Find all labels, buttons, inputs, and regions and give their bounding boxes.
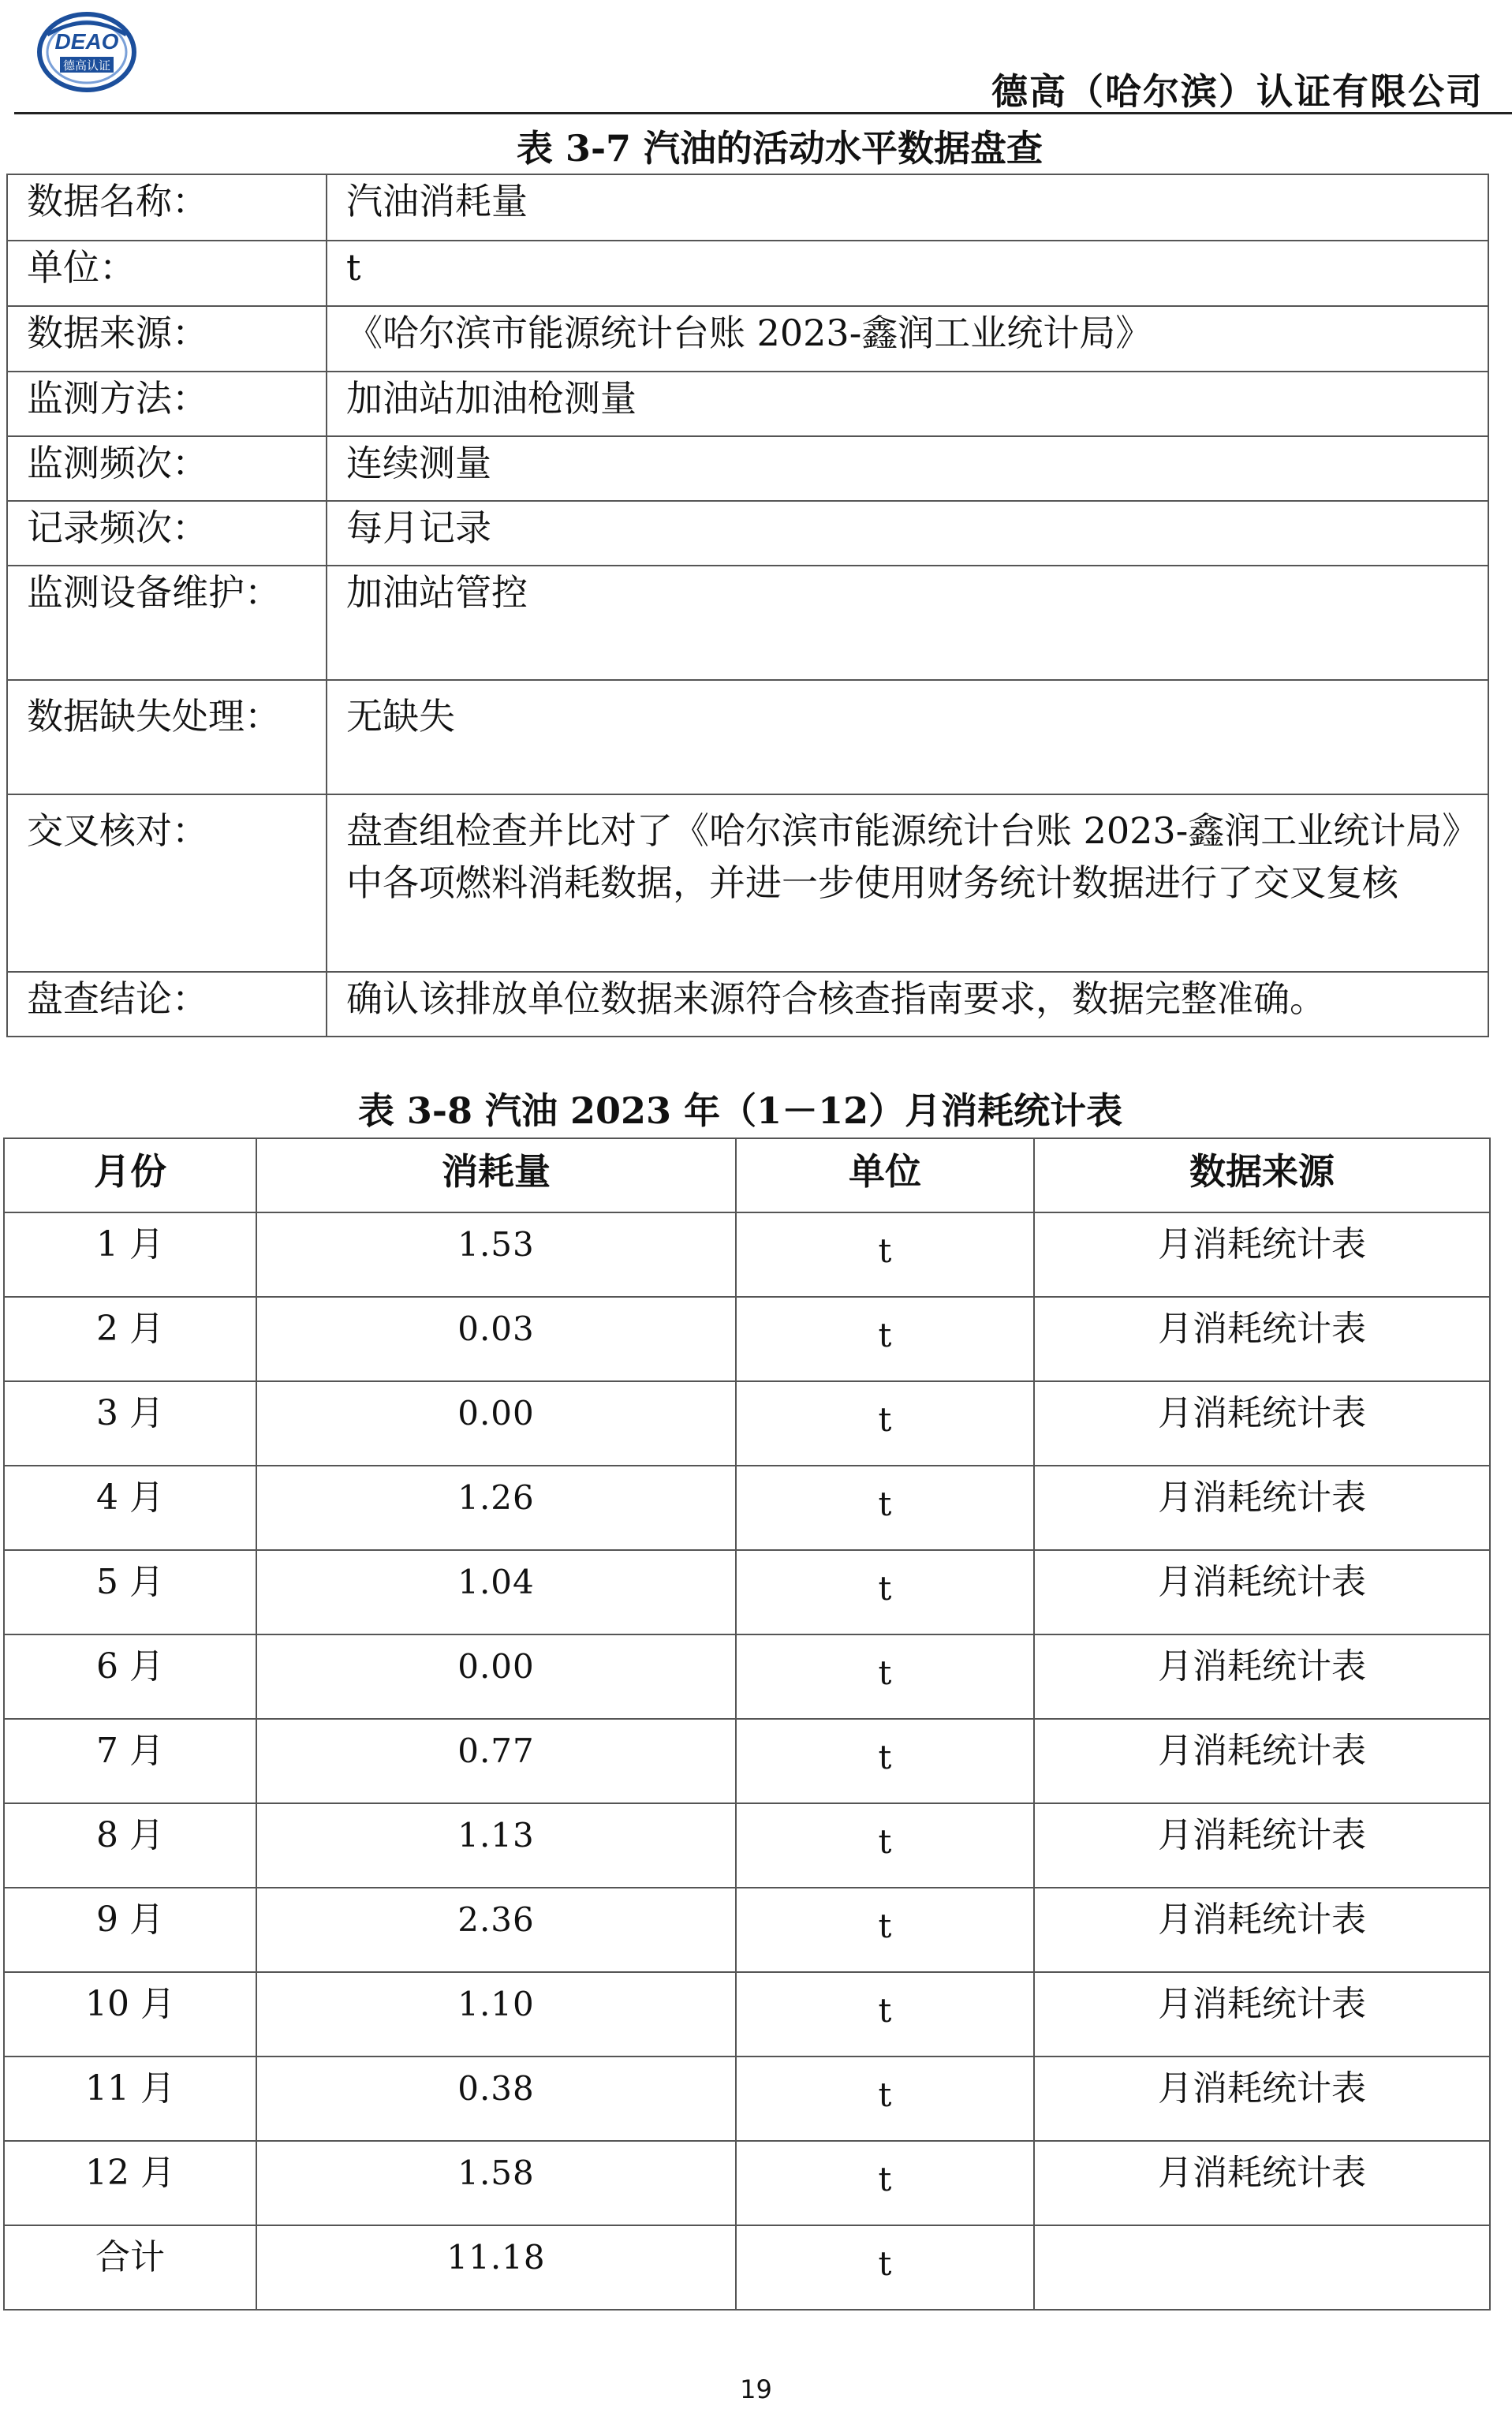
row-key: 数据名称： [7, 174, 327, 241]
header-data-source: 数据来源 [1034, 1138, 1490, 1212]
table-row [4, 1719, 1490, 1803]
cell-source: 月消耗统计表 [1034, 1888, 1490, 1972]
cell-unit: t [736, 1888, 1034, 1972]
row-key: 交叉核对： [7, 794, 327, 972]
table-row [7, 372, 1488, 436]
cell-unit: t [736, 1466, 1034, 1550]
cell-month: 11 月 [4, 2057, 256, 2141]
header-consumption: 消耗量 [256, 1138, 736, 1212]
company-logo [36, 11, 137, 93]
cell-source: 月消耗统计表 [1034, 1719, 1490, 1803]
cell-consumption: 1.58 [256, 2141, 736, 2225]
cell-month: 10 月 [4, 1972, 256, 2057]
cell-source: 月消耗统计表 [1034, 1972, 1490, 2057]
table-row [4, 2225, 1490, 2310]
cell-source: 月消耗统计表 [1034, 1550, 1490, 1634]
cell-unit: t [736, 1803, 1034, 1888]
table-row [7, 174, 1488, 241]
cell-source: 月消耗统计表 [1034, 2141, 1490, 2225]
cell-month: 12 月 [4, 2141, 256, 2225]
cell-unit: t [736, 1381, 1034, 1466]
table-row [4, 1888, 1490, 1972]
cell-consumption: 1.04 [256, 1550, 736, 1634]
row-value: 连续测量 [327, 436, 1488, 501]
table-row [4, 1466, 1490, 1550]
row-value: 无缺失 [327, 680, 1488, 794]
table-3-7-caption: 表 3-7 汽油的活动水平数据盘查 [516, 127, 1043, 170]
table-row [7, 972, 1488, 1037]
cell-unit: t [736, 2057, 1034, 2141]
cell-unit: t [736, 2225, 1034, 2310]
table-row [4, 2141, 1490, 2225]
cell-month: 7 月 [4, 1719, 256, 1803]
svg-text:德高认证: 德高认证 [62, 58, 111, 73]
table-row [4, 1972, 1490, 2057]
cell-unit: t [736, 1212, 1034, 1297]
row-value: 加油站加油枪测量 [327, 372, 1488, 436]
cell-source [1034, 2225, 1490, 2310]
cell-consumption: 1.53 [256, 1212, 736, 1297]
table-row [4, 1212, 1490, 1297]
cell-unit: t [736, 1719, 1034, 1803]
table-row [4, 1803, 1490, 1888]
svg-text:DEAO: DEAO [54, 29, 119, 54]
table-row [7, 436, 1488, 501]
table-row [7, 794, 1488, 972]
cell-month: 1 月 [4, 1212, 256, 1297]
cell-consumption: 0.38 [256, 2057, 736, 2141]
table-row [7, 680, 1488, 794]
row-key: 数据缺失处理： [7, 680, 327, 794]
row-value: 加油站管控 [327, 566, 1488, 680]
header-month: 月份 [4, 1138, 256, 1212]
row-key: 盘查结论： [7, 972, 327, 1037]
row-value: 汽油消耗量 [327, 174, 1488, 241]
table-row [4, 1634, 1490, 1719]
row-value: 每月记录 [327, 501, 1488, 566]
cell-unit: t [736, 1550, 1034, 1634]
gasoline-monthly-consumption-table [3, 1138, 1491, 2311]
cell-month: 5 月 [4, 1550, 256, 1634]
table-row [7, 241, 1488, 306]
row-key: 数据来源： [7, 306, 327, 372]
table-row [4, 2057, 1490, 2141]
table-row [4, 1550, 1490, 1634]
cell-consumption: 0.03 [256, 1297, 736, 1381]
cell-consumption: 1.10 [256, 1972, 736, 2057]
cell-month: 6 月 [4, 1634, 256, 1719]
header-unit: 单位 [736, 1138, 1034, 1212]
row-key: 监测方法： [7, 372, 327, 436]
page-number: 19 [740, 2374, 772, 2404]
cell-source: 月消耗统计表 [1034, 2057, 1490, 2141]
cell-consumption: 0.00 [256, 1381, 736, 1466]
cell-source: 月消耗统计表 [1034, 1381, 1490, 1466]
table-row [7, 306, 1488, 372]
cell-unit: t [736, 1972, 1034, 2057]
company-name: 德高（哈尔滨）认证有限公司 [991, 70, 1484, 113]
row-value: 确认该排放单位数据来源符合核查指南要求，数据完整准确。 [327, 972, 1488, 1037]
gasoline-activity-data-table [6, 174, 1489, 1037]
table-header-row [4, 1138, 1490, 1212]
cell-month: 4 月 [4, 1466, 256, 1550]
cell-source: 月消耗统计表 [1034, 1634, 1490, 1719]
table-row [7, 501, 1488, 566]
cell-source: 月消耗统计表 [1034, 1297, 1490, 1381]
cell-consumption: 1.26 [256, 1466, 736, 1550]
row-key: 监测设备维护： [7, 566, 327, 680]
table-row [4, 1381, 1490, 1466]
cell-source: 月消耗统计表 [1034, 1466, 1490, 1550]
row-key: 监测频次： [7, 436, 327, 501]
cell-unit: t [736, 1634, 1034, 1719]
cell-consumption: 0.00 [256, 1634, 736, 1719]
table-row [4, 1297, 1490, 1381]
row-value: t [327, 241, 1488, 306]
cell-month: 合计 [4, 2225, 256, 2310]
cell-unit: t [736, 1297, 1034, 1381]
cell-month: 8 月 [4, 1803, 256, 1888]
cell-consumption: 2.36 [256, 1888, 736, 1972]
row-key: 单位： [7, 241, 327, 306]
cell-month: 3 月 [4, 1381, 256, 1466]
header-divider [14, 112, 1512, 114]
table-3-8-caption: 表 3-8 汽油 2023 年（1－12）月消耗统计表 [357, 1089, 1123, 1132]
cell-consumption: 11.18 [256, 2225, 736, 2310]
cell-month: 9 月 [4, 1888, 256, 1972]
row-value: 盘查组检查并比对了《哈尔滨市能源统计台账 2023-鑫润工业统计局》中各项燃料消耗数据，并进一步使用财务统计数据进行了交叉复核 [327, 794, 1488, 972]
cell-source: 月消耗统计表 [1034, 1803, 1490, 1888]
table-row [7, 566, 1488, 680]
cell-month: 2 月 [4, 1297, 256, 1381]
row-value: 《哈尔滨市能源统计台账 2023-鑫润工业统计局》 [327, 306, 1488, 372]
cell-unit: t [736, 2141, 1034, 2225]
cell-consumption: 1.13 [256, 1803, 736, 1888]
cell-source: 月消耗统计表 [1034, 1212, 1490, 1297]
cell-consumption: 0.77 [256, 1719, 736, 1803]
row-key: 记录频次： [7, 501, 327, 566]
